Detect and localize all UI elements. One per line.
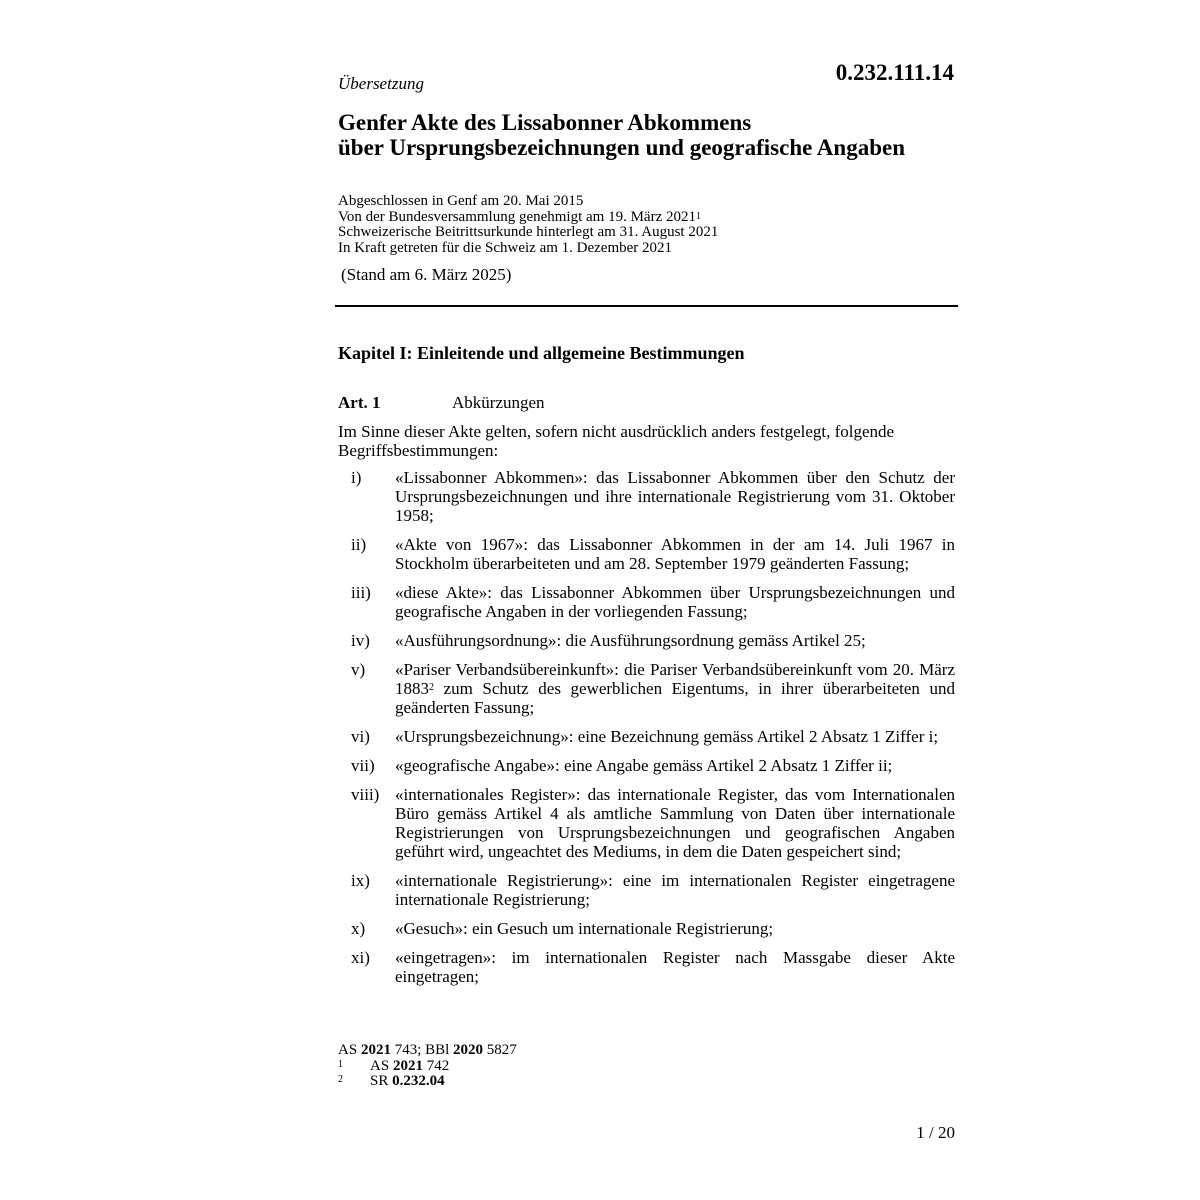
footnotes	[338, 1043, 517, 1090]
list-item	[338, 660, 955, 717]
item-text: «Ausführungsordnung»: die Ausführungsordnung gemäss Artikel 25;	[395, 631, 866, 650]
sr-number: 0.232.111.14	[835, 60, 954, 85]
list-item	[338, 948, 955, 986]
list-item	[338, 631, 955, 650]
meta-concluded: Abgeschlossen in Genf am 20. Mai 2015	[338, 193, 584, 209]
footnote-ref-1: 1	[696, 210, 701, 222]
definitions-list	[338, 468, 955, 996]
item-text: «eingetragen»: im internationalen Register nach Massgabe dieser Akte eingetragen;	[395, 948, 955, 986]
footnote-ref: 0.232.04	[392, 1073, 445, 1089]
meta-approved-line	[338, 210, 718, 226]
source-as-label: AS	[338, 1042, 361, 1058]
list-item	[338, 756, 955, 775]
item-text: «internationale Registrierung»: eine im internationalen Register eingetragene internationale Registrierung;	[395, 871, 955, 909]
chapter-title: Kapitel I: Einleitende und allgemeine Bestimmungen	[338, 343, 745, 363]
footnote-ref-2: 2	[429, 682, 434, 693]
list-item	[338, 727, 955, 746]
item-number: iii)	[351, 583, 371, 602]
item-number: xi)	[351, 948, 370, 967]
page-number: 1 / 20	[916, 1123, 955, 1142]
item-text: «Ursprungsbezeichnung»: eine Bezeichnung gemäss Artikel 2 Absatz 1 Ziffer i;	[395, 727, 939, 746]
footnote-prefix: SR	[370, 1073, 393, 1089]
header-divider	[335, 305, 958, 307]
title-line-2: über Ursprungsbezeichnungen und geografische Angaben	[338, 135, 905, 160]
item-number: i)	[351, 468, 362, 487]
item-text: «Lissabonner Abkommen»: das Lissabonner Abkommen über den Schutz der Ursprungsbezeichnungen und ihre internationale Registrierung vom 31. Oktober 1958;	[395, 468, 955, 525]
meta-deposited: Schweizerische Beitrittsurkunde hinterlegt am 31. August 2021	[338, 224, 719, 240]
source-as-page: 743; BBl	[390, 1042, 454, 1058]
item-number: iv)	[351, 631, 370, 650]
footnote-page: 742	[422, 1057, 450, 1074]
item-text: «Akte von 1967»: das Lissabonner Abkommen in der am 14. Juli 1967 in Stockholm überarbeiteten und am 28. September 1979 geänderten Fassung;	[395, 535, 955, 573]
footnote-1	[338, 1059, 517, 1075]
item-text	[395, 660, 955, 717]
meta-approved: Von der Bundesversammlung genehmigt am 19. März 2021	[338, 208, 696, 225]
article-title: Abkürzungen	[452, 393, 545, 412]
item-text: «geografische Angabe»: eine Angabe gemäss Artikel 2 Absatz 1 Ziffer ii;	[395, 756, 893, 775]
translation-label: Übersetzung	[338, 74, 424, 93]
footnote-year: 2021	[392, 1057, 423, 1074]
item-number: ix)	[351, 871, 370, 890]
article-number: Art. 1	[338, 393, 381, 412]
footnote-prefix: AS	[370, 1057, 393, 1074]
document-title	[338, 110, 978, 160]
source-reference	[338, 1043, 517, 1059]
item-text-after: zum Schutz des gewerblichen Eigentums, in ihrer überarbeiteten und geänderten Fassung;	[395, 679, 955, 717]
item-text-before: «Pariser Verbandsübereinkunft»: die Pariser Verbandsübereinkunft vom 20. März 1883	[395, 660, 955, 698]
item-number: viii)	[351, 785, 380, 804]
item-text: «internationales Register»: das internationale Register, das vom Internationalen Büro gemäss Artikel 4 als amtliche Sammlung von Daten über internationale Registrierungen von Ursprungsbezeichnungen und geografischen Angaben geführt wird, ungeachtet des Mediums, in dem die Daten gespeichert sind;	[395, 785, 955, 861]
item-text: «diese Akte»: das Lissabonner Abkommen über Ursprungsbezeichnungen und geografische Angaben in der vorliegenden Fassung;	[395, 583, 955, 621]
source-bbl-page: 5827	[483, 1042, 517, 1058]
item-text: «Gesuch»: ein Gesuch um internationale Registrierung;	[395, 919, 774, 938]
footnote-mark: 2	[338, 1074, 343, 1085]
list-item	[338, 785, 955, 861]
item-number: ii)	[351, 535, 367, 554]
status-date: (Stand am 6. März 2025)	[341, 265, 512, 284]
meta-in-force: In Kraft getreten für die Schweiz am 1. Dezember 2021	[338, 239, 673, 256]
item-number: vi)	[351, 727, 370, 746]
list-item	[338, 468, 955, 525]
article-intro: Im Sinne dieser Akte gelten, sofern nicht ausdrücklich anders festgelegt, folgende Begriffsbestimmungen:	[338, 422, 895, 460]
title-line-1: Genfer Akte des Lissabonner Abkommens	[338, 110, 752, 135]
list-item	[338, 583, 955, 621]
meta-block	[338, 194, 718, 256]
item-number: vii)	[351, 756, 375, 775]
list-item	[338, 919, 955, 938]
source-bbl-year: 2020	[453, 1042, 484, 1058]
source-as-year: 2021	[360, 1042, 391, 1058]
footnote-2	[338, 1074, 517, 1090]
item-number: x)	[351, 919, 366, 938]
list-item	[338, 871, 955, 909]
list-item	[338, 535, 955, 573]
footnote-mark: 1	[338, 1058, 343, 1070]
item-number: v)	[351, 660, 366, 679]
